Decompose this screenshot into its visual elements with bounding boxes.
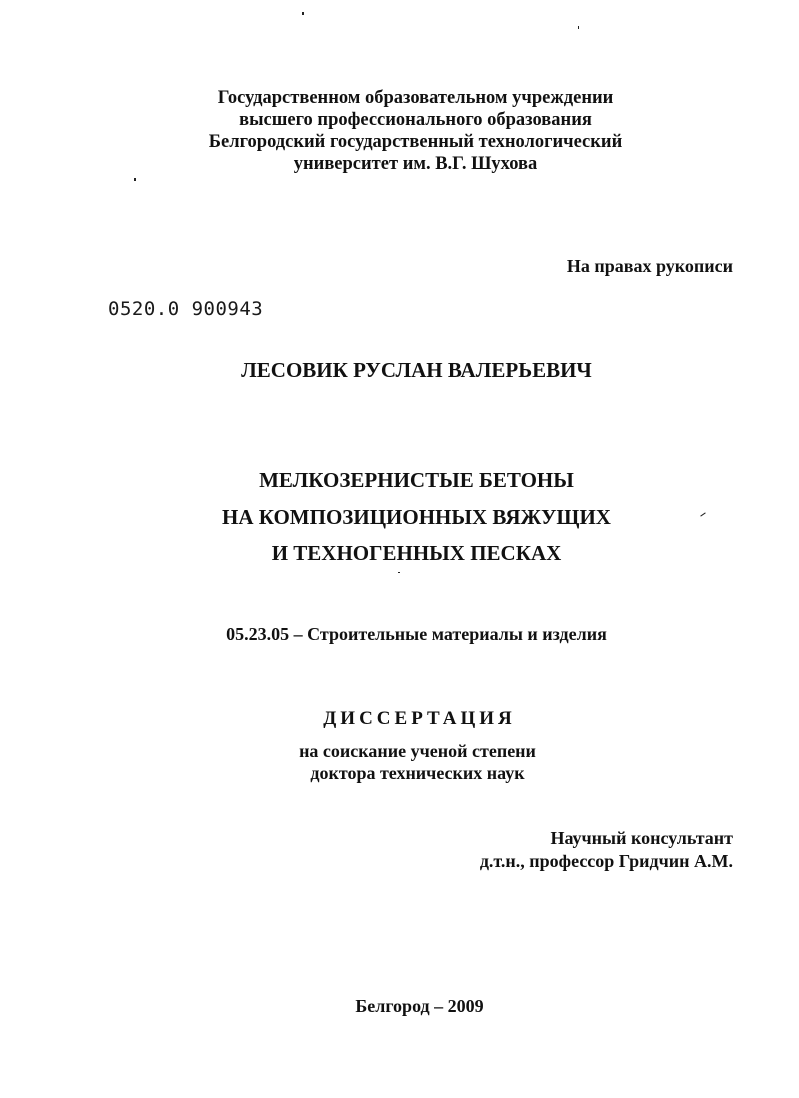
scan-speck xyxy=(578,26,579,29)
advisor-name: д.т.н., профессор Гридчин А.М. xyxy=(479,851,733,871)
place-year: Белгород – 2009 xyxy=(355,996,484,1016)
institution-line-3: Белгородский государственный технологический xyxy=(208,132,623,152)
scan-speck xyxy=(302,12,304,15)
document-type: ДИССЕРТАЦИЯ xyxy=(323,708,516,729)
dissertation-title-line-1: МЕЛКОЗЕРНИСТЫЕ БЕТОНЫ xyxy=(259,468,574,492)
advisor-role: Научный консультант xyxy=(550,828,733,848)
scan-speck xyxy=(134,178,136,181)
degree-line-2: доктора технических наук xyxy=(310,763,525,783)
dissertation-title-line-2: НА КОМПОЗИЦИОННЫХ ВЯЖУЩИХ xyxy=(222,505,611,529)
manuscript-note: На правах рукописи xyxy=(566,256,733,276)
degree-line-1: на соискание ученой степени xyxy=(299,741,536,761)
dissertation-title-line-3: И ТЕХНОГЕННЫХ ПЕСКАХ xyxy=(271,541,562,565)
institution-line-2: высшего профессионального образования xyxy=(239,110,592,130)
institution-line-4: университет им. В.Г. Шухова xyxy=(293,154,538,174)
institution-line-1: Государственном образовательном учреждении xyxy=(217,88,614,108)
scan-speck xyxy=(398,572,400,573)
author-name: ЛЕСОВИК РУСЛАН ВАЛЕРЬЕВИЧ xyxy=(241,358,592,382)
catalog-code: 0520.0 900943 xyxy=(108,298,264,320)
specialty-code: 05.23.05 – Строительные материалы и изделия xyxy=(226,624,607,644)
